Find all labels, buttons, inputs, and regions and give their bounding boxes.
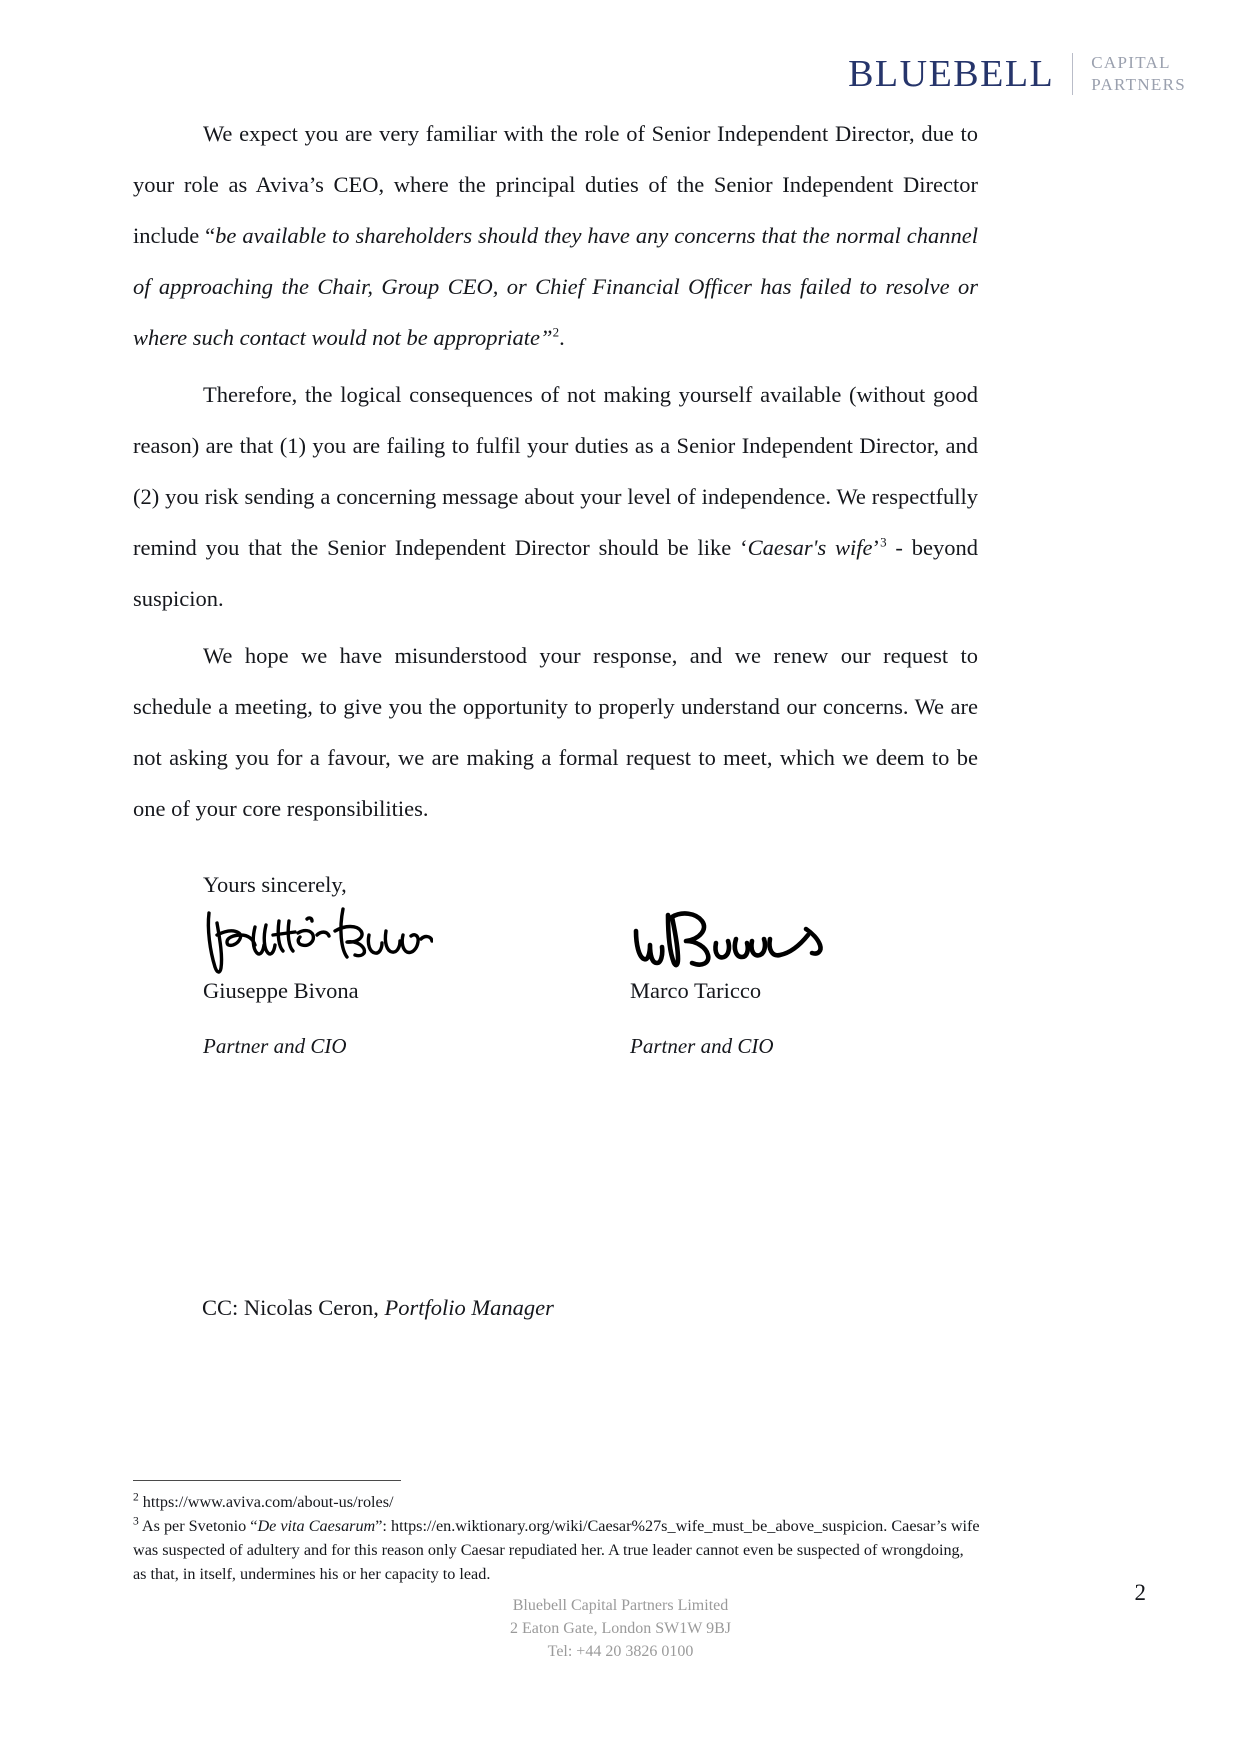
page-number: 2 — [1134, 1580, 1146, 1605]
closing-salutation: Yours sincerely, — [203, 872, 347, 897]
paragraph-1-close-quote: ” — [540, 325, 553, 350]
footnote-item-3 — [133, 1514, 981, 1586]
footnote-text-3-tail: ”: https://en.wiktionary.org/wiki/Caesar%27s_wife_must_be_above_suspicion. Caesar’s wife was suspected of adultery and for this reason only Caesar repudiated her. A true leader cannot even be suspected of wrongdoing, as that, in itself, undermines his or her capacity to lead. — [133, 1517, 980, 1583]
paragraph-1-text-lead: We expect you are very familiar with the role of Senior Independent Director, due to your role as Aviva’s CEO, where the principal duties of the Senior Independent Director include “ — [133, 121, 978, 248]
signer-title-2: Partner and CIO — [630, 1033, 774, 1058]
footer-company-name: Bluebell Capital Partners Limited — [512, 1597, 729, 1614]
paragraph-2-text-lead: Therefore, the logical consequences of not making yourself available (without good reason) are that (1) you are failing to fulfil your duties as a Senior Independent Director, and (2) you risk sending a concerning message about your level of independence. We respectfully remind you that the Senior Independent Director should be like ‘ — [133, 382, 978, 560]
signer-name-1: Giuseppe Bivona — [203, 978, 359, 1003]
footnote-text-3-lead: As per Svetonio “ — [141, 1517, 258, 1535]
footnote-marker-3: 3 — [133, 1515, 139, 1528]
paragraph-3: We hope we have misunderstood your response, and we renew our request to schedule a meeting, to give you the opportunity to properly understand our concerns. We are not asking you for a favour, we are making a formal request to meet, which we deem to be one of your core responsibilities. — [133, 643, 978, 821]
cc-prefix: CC: Nicolas Ceron, — [202, 1295, 385, 1320]
signature-marco-taricco-icon — [630, 905, 830, 977]
signature-block — [133, 905, 978, 1059]
paragraph-1 — [133, 108, 978, 363]
page-footer — [0, 1594, 1241, 1663]
footnote-marker-2: 2 — [133, 1491, 139, 1504]
logo-divider — [1072, 53, 1073, 95]
signer-name-2: Marco Taricco — [630, 978, 762, 1003]
paragraph-2-text-tail: - beyond suspicion. — [133, 535, 978, 611]
footnotes — [133, 1490, 981, 1586]
footer-telephone: Tel: +44 20 3826 0100 — [547, 1643, 694, 1660]
cc-line — [202, 1295, 554, 1321]
footnote-text-3-italic: De vita Caesarum — [257, 1517, 376, 1535]
footnote-ref-3: 3 — [880, 534, 887, 550]
company-logo — [848, 52, 1186, 96]
logo-wordmark: BLUEBELL — [848, 52, 1055, 95]
paragraph-2-italic-phrase: Caesar's wife — [747, 535, 873, 560]
letter-body — [133, 108, 978, 840]
paragraph-2 — [133, 369, 978, 624]
paragraph-1-text-tail: . — [559, 325, 565, 350]
signature-column-right — [133, 905, 978, 1059]
paragraph-2-close-quote: ’ — [872, 535, 881, 560]
footnote-ref-2: 2 — [552, 324, 560, 340]
logo-subtitle-line-1: CAPITAL — [1091, 53, 1171, 72]
footnote-separator — [133, 1480, 401, 1481]
footer-address: 2 Eaton Gate, London SW1W 9BJ — [509, 1620, 731, 1637]
footnote-item-2 — [133, 1490, 981, 1514]
logo-subtitle — [1091, 52, 1186, 96]
footnote-text-2: https://www.aviva.com/about-us/roles/ — [142, 1493, 394, 1511]
logo-subtitle-line-2: PARTNERS — [1091, 74, 1186, 94]
cc-role: Portfolio Manager — [384, 1295, 554, 1320]
paragraph-1-quote: be available to shareholders should they have any concerns that the normal channel of approaching the Chair, Group CEO, or Chief Financial Officer has failed to resolve or where such contact would not be appropriate — [133, 223, 978, 350]
signer-title-1: Partner and CIO — [203, 1033, 347, 1058]
